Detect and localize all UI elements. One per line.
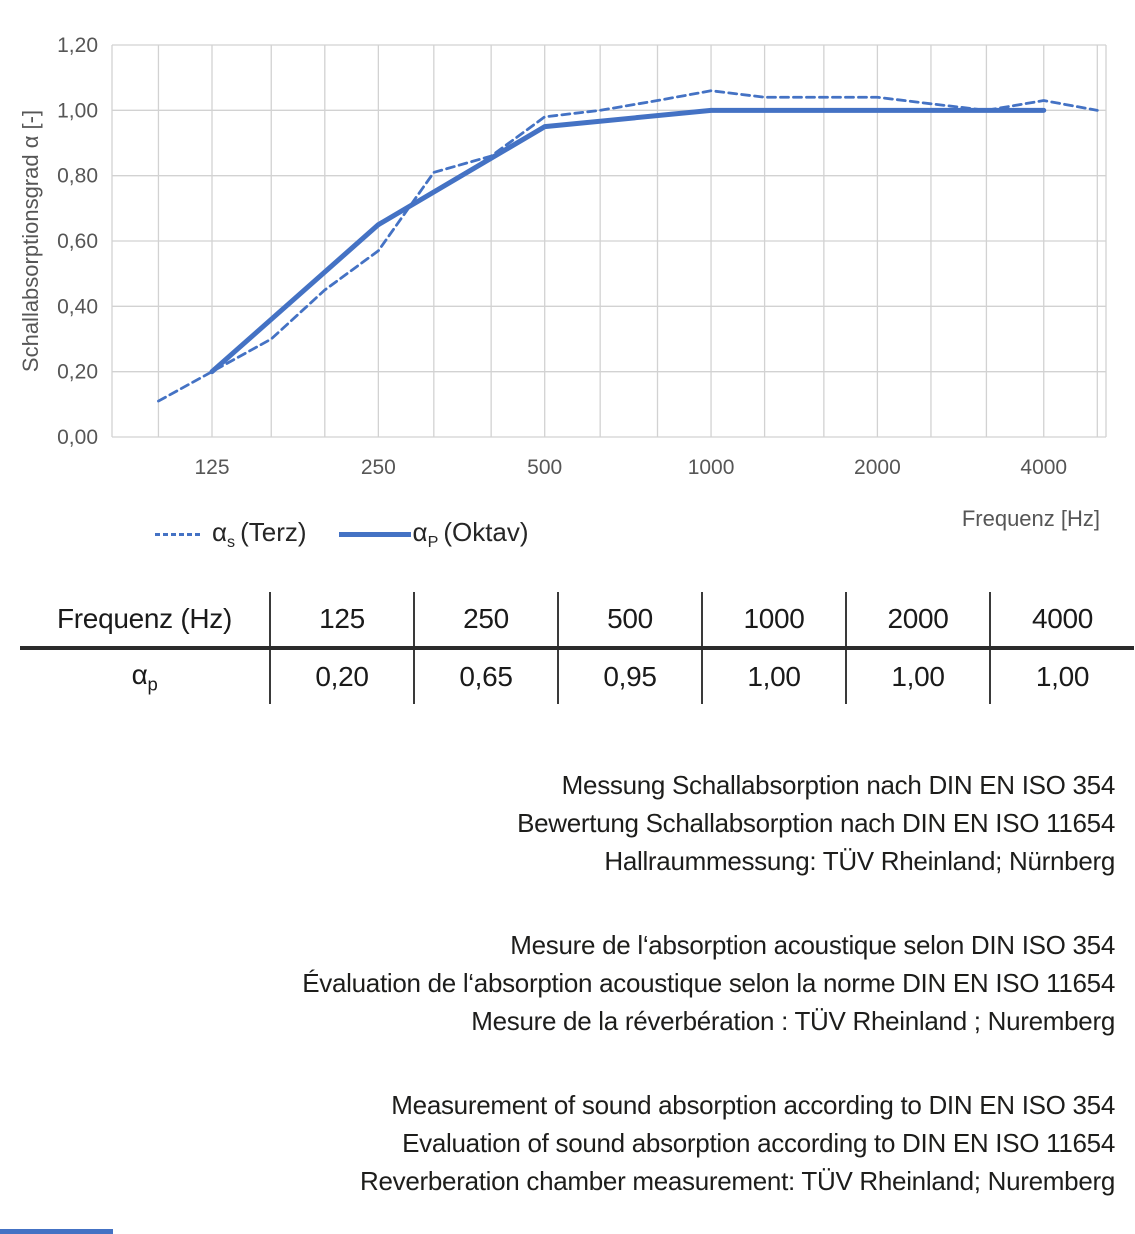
table-value-125: 0,20 bbox=[270, 648, 414, 704]
table-value-4000: 1,00 bbox=[990, 648, 1134, 704]
dashed-line-swatch-icon bbox=[155, 533, 203, 536]
note-line: Evaluation of sound absorption according to DIN EN ISO 11654 bbox=[402, 1128, 1115, 1158]
chart-plot-area bbox=[0, 0, 1135, 500]
absorption-chart bbox=[0, 0, 1135, 560]
solid-line-swatch-icon bbox=[339, 532, 411, 537]
svg-text:1,00: 1,00 bbox=[57, 99, 98, 123]
table-header-4000: 4000 bbox=[990, 592, 1134, 648]
footer-rule bbox=[0, 1229, 113, 1234]
legend-symbol: α bbox=[412, 517, 428, 547]
note-line: Reverberation chamber measurement: TÜV Rheinland; Nuremberg bbox=[360, 1166, 1115, 1196]
table-header-2000: 2000 bbox=[846, 592, 990, 648]
svg-text:0,40: 0,40 bbox=[57, 295, 98, 319]
alpha-p-table bbox=[20, 592, 1134, 704]
note-line: Bewertung Schallabsorption nach DIN EN ISO 11654 bbox=[517, 808, 1115, 838]
table-row-label-alpha-p bbox=[20, 648, 270, 704]
legend-symbol: α bbox=[212, 517, 228, 547]
svg-text:2000: 2000 bbox=[854, 456, 901, 479]
alpha-symbol: α bbox=[131, 658, 148, 690]
note-line: Messung Schallabsorption nach DIN EN ISO 354 bbox=[561, 770, 1115, 800]
x-axis-title: Frequenz [Hz] bbox=[961, 506, 1100, 531]
svg-text:0,20: 0,20 bbox=[57, 360, 98, 384]
legend-subscript: s bbox=[227, 533, 236, 552]
legend-label-terz bbox=[212, 517, 307, 552]
svg-text:0,60: 0,60 bbox=[57, 230, 98, 253]
svg-text:250: 250 bbox=[360, 456, 396, 479]
legend-label-oktav bbox=[413, 517, 529, 552]
svg-text:500: 500 bbox=[527, 456, 563, 479]
chart-legend bbox=[155, 517, 529, 552]
table-header-row bbox=[20, 592, 1134, 648]
table-value-250: 0,65 bbox=[414, 648, 558, 704]
table-value-1000: 1,00 bbox=[702, 648, 846, 704]
svg-text:1,20: 1,20 bbox=[57, 34, 98, 57]
table-header-125: 125 bbox=[270, 592, 414, 648]
legend-entry-oktav bbox=[339, 517, 529, 552]
table-header-500: 500 bbox=[558, 592, 702, 648]
table-header-1000: 1000 bbox=[702, 592, 846, 648]
svg-text:0,00: 0,00 bbox=[57, 426, 98, 449]
note-english bbox=[60, 1086, 1115, 1200]
svg-text:4000: 4000 bbox=[1020, 456, 1068, 479]
svg-text:0,80: 0,80 bbox=[57, 164, 98, 188]
table-value-row bbox=[20, 648, 1134, 704]
svg-text:1000: 1000 bbox=[687, 456, 735, 479]
note-line: Évaluation de l‘absorption acoustique selon la norme DIN EN ISO 11654 bbox=[302, 968, 1115, 998]
legend-rest: (Oktav) bbox=[443, 517, 529, 547]
legend-rest: (Terz) bbox=[240, 517, 307, 547]
legend-entry-terz bbox=[155, 517, 307, 552]
note-line: Mesure de la réverbération : TÜV Rheinland ; Nuremberg bbox=[471, 1006, 1115, 1036]
table-header-frequency: Frequenz (Hz) bbox=[20, 592, 270, 648]
table-value-2000: 1,00 bbox=[846, 648, 990, 704]
table-header-250: 250 bbox=[414, 592, 558, 648]
svg-text:125: 125 bbox=[194, 456, 230, 479]
note-line: Measurement of sound absorption according to DIN EN ISO 354 bbox=[391, 1090, 1115, 1120]
legend-subscript: P bbox=[427, 533, 439, 552]
note-line: Hallraummessung: TÜV Rheinland; Nürnberg bbox=[604, 846, 1115, 876]
note-french bbox=[60, 926, 1115, 1040]
note-german bbox=[60, 766, 1115, 880]
note-line: Mesure de l‘absorption acoustique selon DIN ISO 354 bbox=[510, 930, 1115, 960]
alpha-subscript: p bbox=[147, 673, 158, 695]
table-value-500: 0,95 bbox=[558, 648, 702, 704]
svg-text:Schallabsorptionsgrad α [-]: Schallabsorptionsgrad α [-] bbox=[18, 109, 43, 373]
